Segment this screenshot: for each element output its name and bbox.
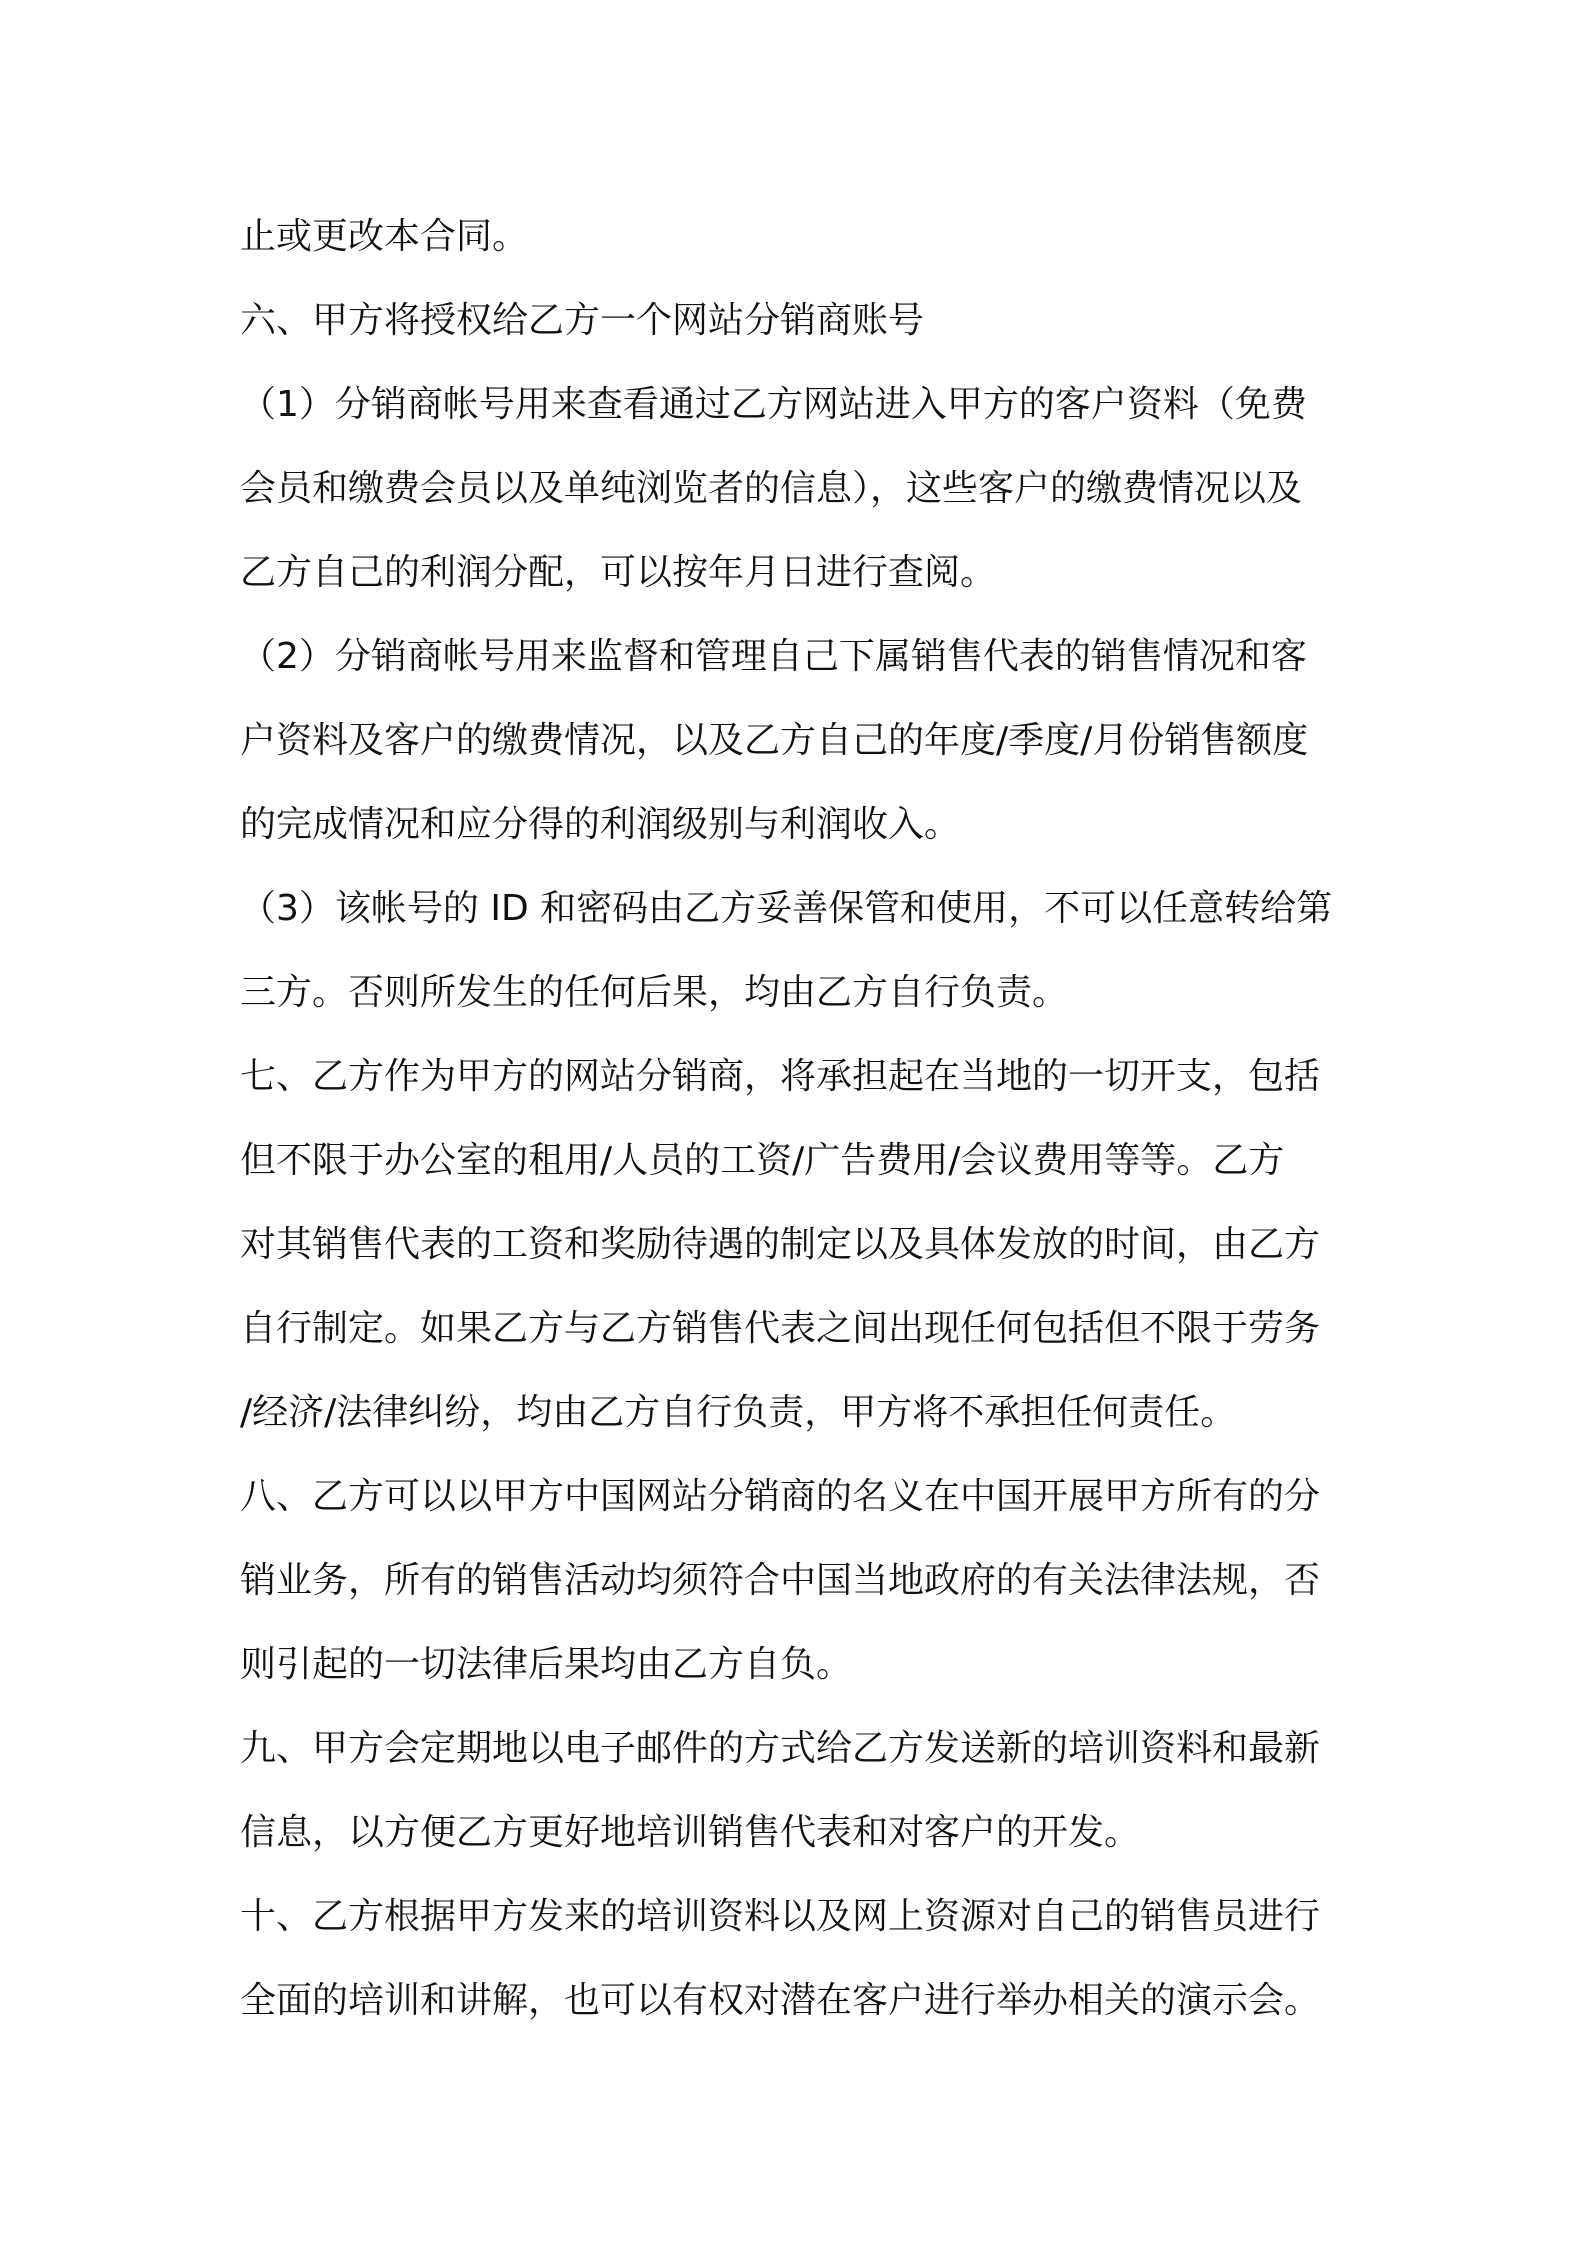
text-line: （1）分销商帐号用来查看通过乙方网站进入甲方的客户资料（免费 [240,384,1307,425]
section-heading-nine: 九、甲方会定期地以电子邮件的方式给乙方发送新的培训资料和最新 [240,1728,1321,1769]
text-line: 全面的培训和讲解，也可以有权对潜在客户进行举办相关的演示会。 [240,1980,1321,2021]
text-line: （2）分销商帐号用来监督和管理自己下属销售代表的销售情况和客 [240,636,1307,677]
section-heading-six: 六、甲方将授权给乙方一个网站分销商账号 [240,300,925,341]
text-line: 会员和缴费会员以及单纯浏览者的信息），这些客户的缴费情况以及 [240,468,1303,509]
section-heading-seven: 七、乙方作为甲方的网站分销商，将承担起在当地的一切开支，包括 [240,1056,1321,1097]
section-heading-ten: 十、乙方根据甲方发来的培训资料以及网上资源对自己的销售员进行 [240,1896,1321,1937]
text-line: 则引起的一切法律后果均由乙方自负。 [240,1644,853,1685]
text-line: 乙方自己的利润分配，可以按年月日进行查阅。 [240,552,997,593]
text-line: 但不限于办公室的租用/人员的工资/广告费用/会议费用等等。乙方 [240,1140,1285,1181]
text-line: 户资料及客户的缴费情况，以及乙方自己的年度/季度/月份销售额度 [240,720,1309,761]
text-line: 信息，以方便乙方更好地培训销售代表和对客户的开发。 [240,1812,1141,1853]
text-line: 销业务，所有的销售活动均须符合中国当地政府的有关法律法规，否 [240,1560,1321,1601]
text-line: （3）该帐号的 ID 和密码由乙方妥善保管和使用，不可以任意转给第 [240,888,1333,929]
text-line: 对其销售代表的工资和奖励待遇的制定以及具体发放的时间，由乙方 [240,1224,1321,1265]
document-body [240,195,1350,2043]
text-line: 自行制定。如果乙方与乙方销售代表之间出现任何包括但不限于劳务 [240,1308,1321,1349]
text-line: 止或更改本合同。 [240,216,529,257]
text-line: /经济/法律纠纷，均由乙方自行负责，甲方将不承担任何责任。 [240,1392,1237,1433]
text-line: 三方。否则所发生的任何后果，均由乙方自行负责。 [240,972,1069,1013]
section-heading-eight: 八、乙方可以以甲方中国网站分销商的名义在中国开展甲方所有的分 [240,1476,1321,1517]
text-line: 的完成情况和应分得的利润级别与利润收入。 [240,804,961,845]
